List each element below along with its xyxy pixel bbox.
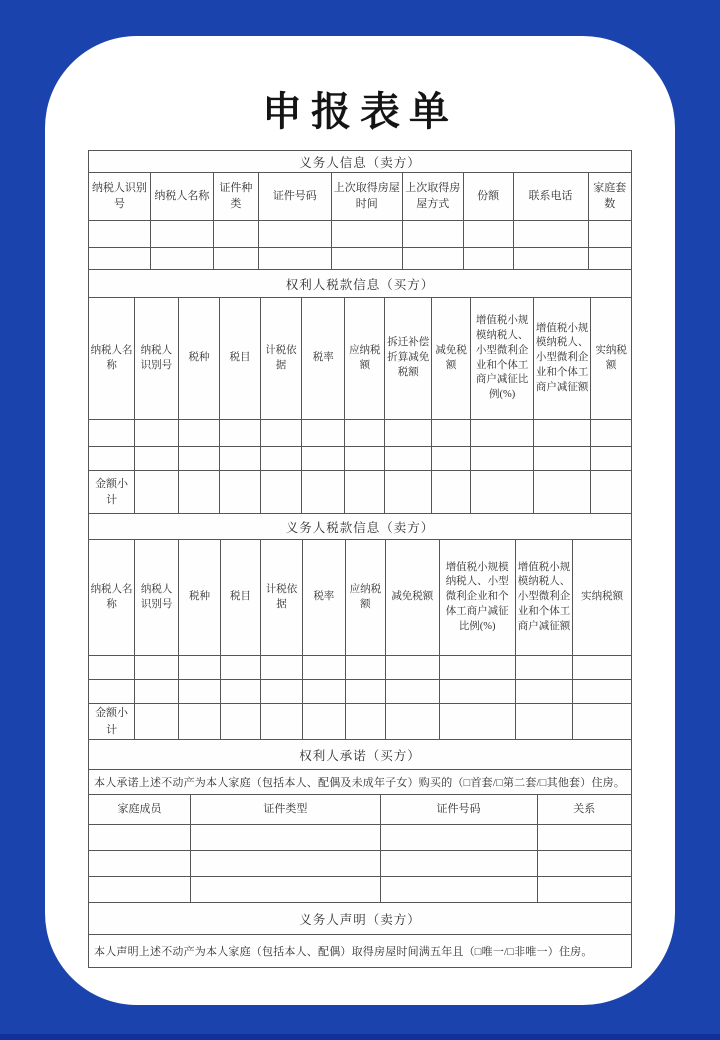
empty-cell bbox=[345, 680, 385, 704]
section-header: 义务人信息（卖方） bbox=[89, 151, 632, 173]
seller-info-table bbox=[88, 150, 632, 270]
buyer-commitment-header-row bbox=[89, 740, 632, 770]
empty-cell bbox=[439, 656, 515, 680]
empty-cell bbox=[220, 420, 260, 447]
empty-cell bbox=[534, 447, 591, 471]
column-header: 税目 bbox=[220, 540, 260, 656]
empty-cell bbox=[135, 656, 179, 680]
empty-cell bbox=[213, 221, 258, 248]
seller-statement-table bbox=[88, 902, 632, 968]
empty-cell bbox=[135, 704, 179, 740]
column-header: 证件类型 bbox=[191, 795, 381, 825]
empty-cell bbox=[191, 825, 381, 851]
column-header: 纳税人识别号 bbox=[89, 173, 151, 221]
empty-cell bbox=[439, 704, 515, 740]
empty-cell bbox=[573, 656, 632, 680]
empty-cell bbox=[345, 656, 385, 680]
seller-tax-header-row bbox=[89, 514, 632, 540]
column-header: 上次取得房屋时间 bbox=[331, 173, 402, 221]
column-header: 减免税额 bbox=[432, 298, 471, 420]
column-header: 纳税人识别号 bbox=[135, 540, 179, 656]
section-header: 权利人税款信息（买方） bbox=[89, 270, 632, 298]
empty-cell bbox=[89, 680, 135, 704]
empty-cell bbox=[302, 471, 345, 514]
column-header: 家庭套数 bbox=[588, 173, 632, 221]
column-header: 证件号码 bbox=[380, 795, 537, 825]
empty-cell bbox=[261, 680, 303, 704]
empty-cell bbox=[345, 704, 385, 740]
empty-cell bbox=[591, 447, 632, 471]
empty-cell bbox=[191, 851, 381, 877]
empty-cell bbox=[471, 420, 534, 447]
page-title: 申报表单 bbox=[262, 89, 458, 134]
empty-cell bbox=[89, 221, 151, 248]
empty-cell bbox=[89, 656, 135, 680]
column-header: 纳税人名称 bbox=[89, 298, 135, 420]
empty-cell bbox=[471, 447, 534, 471]
column-header: 上次取得房屋方式 bbox=[402, 173, 463, 221]
empty-cell bbox=[380, 851, 537, 877]
buyer-commitment-data-row bbox=[89, 851, 632, 877]
empty-cell bbox=[89, 877, 191, 903]
section-header: 权利人承诺（买方） bbox=[89, 740, 632, 770]
buyer-tax-data-row bbox=[89, 420, 632, 447]
empty-cell bbox=[258, 221, 331, 248]
empty-cell bbox=[220, 680, 260, 704]
empty-cell bbox=[380, 877, 537, 903]
column-header: 增值税小规模纳税人、小型微利企业和个体工商户减征额 bbox=[515, 540, 573, 656]
empty-cell bbox=[573, 704, 632, 740]
empty-cell bbox=[178, 420, 220, 447]
empty-cell bbox=[213, 248, 258, 270]
buyer-tax-subtotal-row bbox=[89, 471, 632, 514]
empty-cell bbox=[89, 447, 135, 471]
empty-cell bbox=[385, 471, 432, 514]
empty-cell bbox=[537, 877, 632, 903]
empty-cell bbox=[179, 704, 221, 740]
seller-info-column-header-row bbox=[89, 173, 632, 221]
empty-cell bbox=[591, 471, 632, 514]
empty-cell bbox=[534, 471, 591, 514]
empty-cell bbox=[588, 221, 632, 248]
empty-cell bbox=[385, 420, 432, 447]
empty-cell bbox=[588, 248, 632, 270]
empty-cell bbox=[345, 447, 385, 471]
empty-cell bbox=[135, 471, 178, 514]
empty-cell bbox=[179, 656, 221, 680]
subtotal-label: 金额小计 bbox=[89, 471, 135, 514]
column-header: 证件号码 bbox=[258, 173, 331, 221]
buyer-commitment-data-row bbox=[89, 825, 632, 851]
column-header: 减免税额 bbox=[385, 540, 439, 656]
empty-cell bbox=[402, 248, 463, 270]
seller-info-header-row bbox=[89, 151, 632, 173]
buyer-commitment-column-header-row bbox=[89, 795, 632, 825]
empty-cell bbox=[573, 680, 632, 704]
seller-info-data-row bbox=[89, 221, 632, 248]
section-text: 本人声明上述不动产为本人家庭（包括本人、配偶）取得房屋时间满五年且（□唯一/□非唯一）住房。 bbox=[89, 935, 632, 968]
seller-statement-text-row bbox=[89, 935, 632, 968]
column-header: 纳税人名称 bbox=[89, 540, 135, 656]
empty-cell bbox=[260, 471, 302, 514]
column-header: 拆迁补偿折算减免税额 bbox=[385, 298, 432, 420]
column-header: 关系 bbox=[537, 795, 632, 825]
empty-cell bbox=[191, 877, 381, 903]
empty-cell bbox=[591, 420, 632, 447]
form-card bbox=[45, 36, 675, 1005]
column-header: 证件种类 bbox=[213, 173, 258, 221]
seller-info-data-row bbox=[89, 248, 632, 270]
empty-cell bbox=[515, 680, 573, 704]
column-header: 家庭成员 bbox=[89, 795, 191, 825]
buyer-commitment-table bbox=[88, 739, 632, 903]
column-header: 纳税人名称 bbox=[150, 173, 213, 221]
empty-cell bbox=[515, 704, 573, 740]
bottom-edge-strip bbox=[0, 1034, 720, 1040]
seller-tax-data-row bbox=[89, 680, 632, 704]
empty-cell bbox=[432, 420, 471, 447]
empty-cell bbox=[89, 851, 191, 877]
empty-cell bbox=[432, 471, 471, 514]
empty-cell bbox=[345, 420, 385, 447]
empty-cell bbox=[432, 447, 471, 471]
empty-cell bbox=[537, 851, 632, 877]
section-header: 义务人税款信息（卖方） bbox=[89, 514, 632, 540]
column-header: 税目 bbox=[220, 298, 260, 420]
seller-tax-table bbox=[88, 513, 632, 740]
empty-cell bbox=[534, 420, 591, 447]
buyer-tax-table bbox=[88, 269, 632, 514]
declaration-form bbox=[88, 150, 632, 968]
column-header: 实纳税额 bbox=[591, 298, 632, 420]
subtotal-label: 金额小计 bbox=[89, 704, 135, 740]
empty-cell bbox=[220, 704, 260, 740]
empty-cell bbox=[345, 471, 385, 514]
column-header: 联系电话 bbox=[513, 173, 588, 221]
column-header: 计税依据 bbox=[260, 298, 302, 420]
seller-tax-column-header-row bbox=[89, 540, 632, 656]
empty-cell bbox=[178, 447, 220, 471]
column-header: 税种 bbox=[179, 540, 221, 656]
empty-cell bbox=[302, 656, 345, 680]
buyer-tax-data-row bbox=[89, 447, 632, 471]
empty-cell bbox=[150, 248, 213, 270]
column-header: 增值税小规模纳税人、小型微利企业和个体工商户减征比例(%) bbox=[471, 298, 534, 420]
empty-cell bbox=[179, 680, 221, 704]
empty-cell bbox=[302, 420, 345, 447]
empty-cell bbox=[302, 704, 345, 740]
empty-cell bbox=[515, 656, 573, 680]
buyer-tax-column-header-row bbox=[89, 298, 632, 420]
buyer-tax-header-row bbox=[89, 270, 632, 298]
empty-cell bbox=[331, 221, 402, 248]
empty-cell bbox=[89, 248, 151, 270]
empty-cell bbox=[385, 656, 439, 680]
column-header: 税率 bbox=[302, 298, 345, 420]
empty-cell bbox=[302, 680, 345, 704]
empty-cell bbox=[260, 420, 302, 447]
seller-tax-data-row bbox=[89, 656, 632, 680]
empty-cell bbox=[513, 221, 588, 248]
section-text: 本人承诺上述不动产为本人家庭（包括本人、配偶及未成年子女）购买的（□首套/□第二套/□其他套）住房。 bbox=[89, 770, 632, 795]
empty-cell bbox=[260, 447, 302, 471]
column-header: 增值税小规模纳税人、小型微利企业和个体工商户减征比例(%) bbox=[439, 540, 515, 656]
column-header: 计税依据 bbox=[261, 540, 303, 656]
buyer-commitment-text-row bbox=[89, 770, 632, 795]
empty-cell bbox=[537, 825, 632, 851]
empty-cell bbox=[261, 656, 303, 680]
empty-cell bbox=[471, 471, 534, 514]
empty-cell bbox=[380, 825, 537, 851]
empty-cell bbox=[258, 248, 331, 270]
empty-cell bbox=[178, 471, 220, 514]
empty-cell bbox=[402, 221, 463, 248]
empty-cell bbox=[385, 704, 439, 740]
seller-tax-subtotal-row bbox=[89, 704, 632, 740]
empty-cell bbox=[135, 420, 178, 447]
empty-cell bbox=[220, 656, 260, 680]
column-header: 应纳税额 bbox=[345, 540, 385, 656]
buyer-commitment-data-row bbox=[89, 877, 632, 903]
empty-cell bbox=[135, 680, 179, 704]
column-header: 应纳税额 bbox=[345, 298, 385, 420]
empty-cell bbox=[261, 704, 303, 740]
column-header: 增值税小规模纳税人、小型微利企业和个体工商户减征额 bbox=[534, 298, 591, 420]
empty-cell bbox=[331, 248, 402, 270]
column-header: 纳税人识别号 bbox=[135, 298, 178, 420]
empty-cell bbox=[385, 680, 439, 704]
empty-cell bbox=[150, 221, 213, 248]
column-header: 份额 bbox=[463, 173, 513, 221]
column-header: 税种 bbox=[178, 298, 220, 420]
empty-cell bbox=[89, 825, 191, 851]
empty-cell bbox=[385, 447, 432, 471]
seller-statement-header-row bbox=[89, 903, 632, 935]
column-header: 实纳税额 bbox=[573, 540, 632, 656]
column-header: 税率 bbox=[302, 540, 345, 656]
section-header: 义务人声明（卖方） bbox=[89, 903, 632, 935]
empty-cell bbox=[302, 447, 345, 471]
empty-cell bbox=[220, 447, 260, 471]
empty-cell bbox=[439, 680, 515, 704]
empty-cell bbox=[220, 471, 260, 514]
empty-cell bbox=[513, 248, 588, 270]
empty-cell bbox=[135, 447, 178, 471]
empty-cell bbox=[463, 248, 513, 270]
empty-cell bbox=[89, 420, 135, 447]
empty-cell bbox=[463, 221, 513, 248]
